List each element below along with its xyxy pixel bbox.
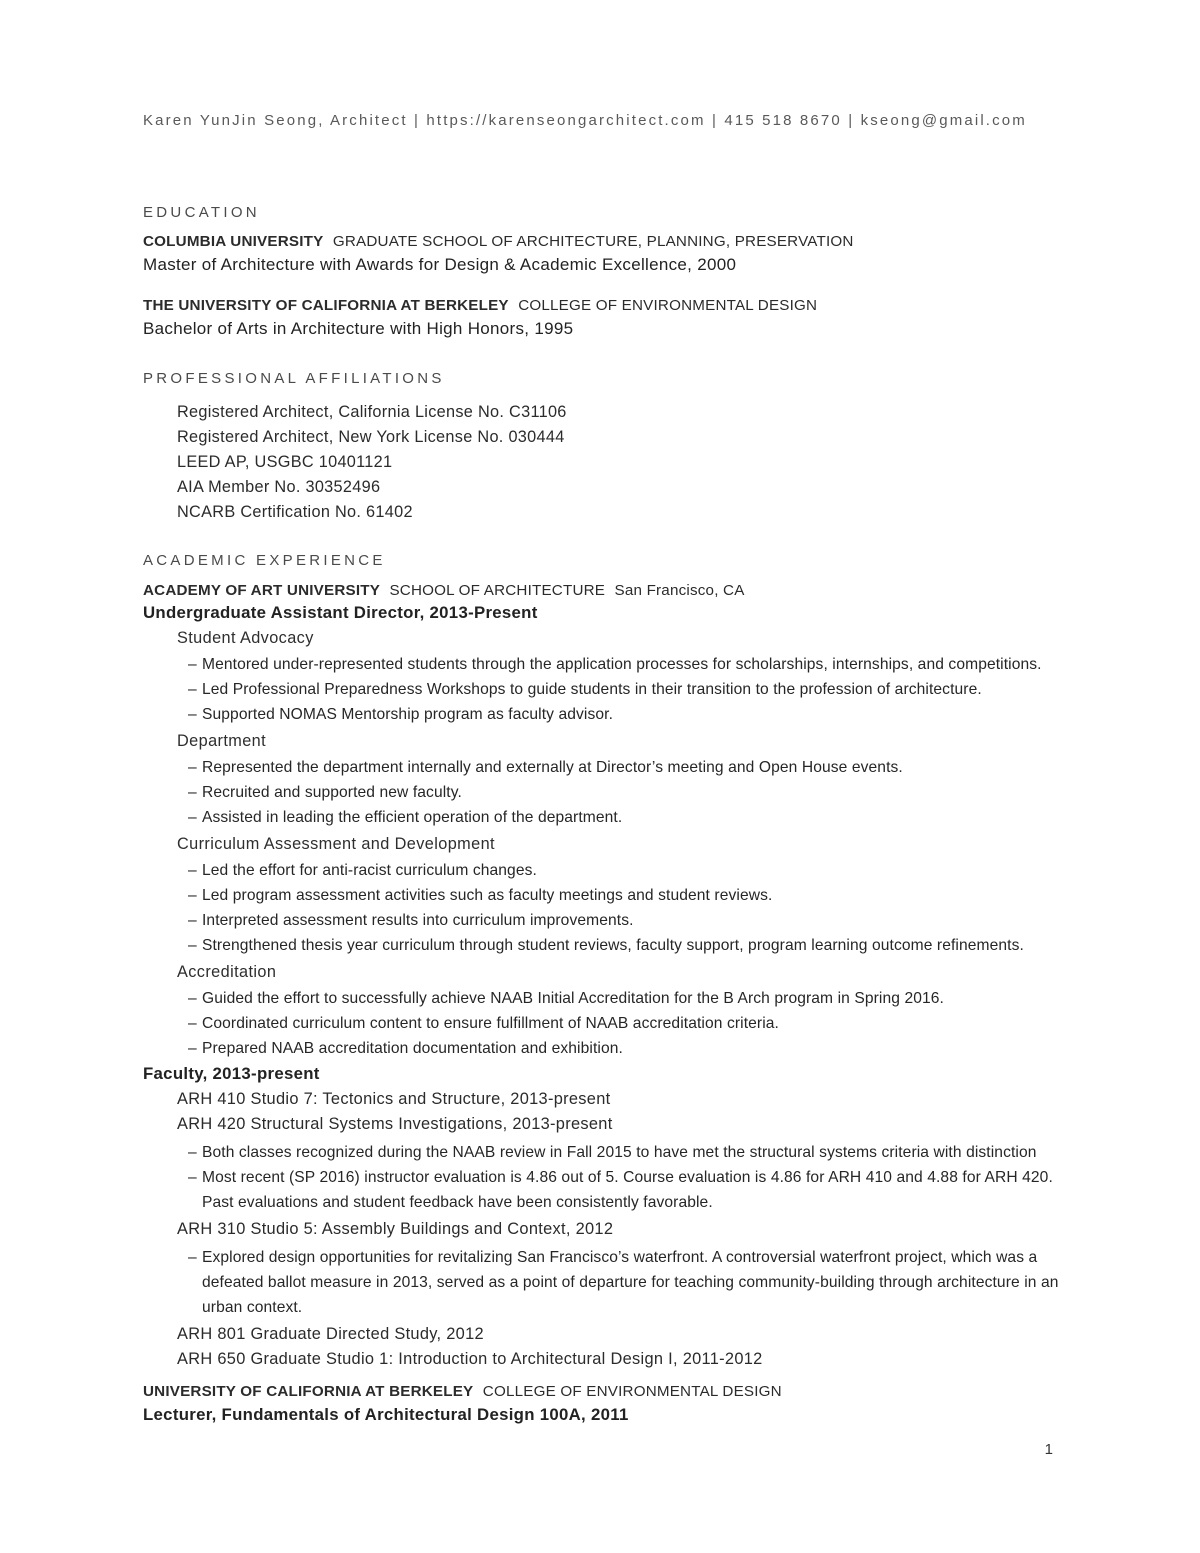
org-line: [143, 1382, 1059, 1402]
bullet-item: [143, 883, 1059, 908]
bullet-item: [143, 702, 1059, 727]
bullet-item: [143, 755, 1059, 780]
bullet-dash-icon: –: [188, 862, 197, 879]
bullet-text: Strengthened thesis year curriculum through student reviews, faculty support, program learning outcome refinements.: [202, 937, 1024, 954]
org-line: [143, 581, 1059, 601]
bullet-text: Prepared NAAB accreditation documentation and exhibition.: [202, 1040, 623, 1057]
bullet-list: [143, 986, 1059, 1061]
contact-line: Karen YunJin Seong, Architect | https://karenseongarchitect.com | 415 518 8670 | kseong@gmail.com: [143, 112, 1027, 129]
bullet-dash-icon: –: [188, 990, 197, 1007]
duty-group: [143, 962, 1059, 1061]
bullet-text: Both classes recognized during the NAAB review in Fall 2015 to have met the structural systems criteria with distinction: [202, 1144, 1037, 1161]
course-title: ARH 420 Structural Systems Investigations, 2013-present: [177, 1115, 613, 1133]
bullet-dash-icon: –: [188, 1015, 197, 1032]
bullet-list: [143, 755, 1059, 830]
school-unit: GRADUATE SCHOOL OF ARCHITECTURE, PLANNING, PRESERVATION: [332, 233, 854, 250]
bullet-text: Led Professional Preparedness Workshops to guide students in their transition to the profession of architecture.: [202, 681, 982, 698]
bullet-text: Interpreted assessment results into curriculum improvements.: [202, 912, 634, 929]
duty-group: [143, 731, 1059, 830]
bullet-item: [143, 805, 1059, 830]
affiliation-item: NCARB Certification No. 61402: [177, 503, 413, 521]
bullet-text: Coordinated curriculum content to ensure fulfillment of NAAB accreditation criteria.: [202, 1015, 779, 1032]
bullet-item: [143, 1036, 1059, 1061]
bullet-text: Guided the effort to successfully achieve NAAB Initial Accreditation for the B Arch program in Spring 2016.: [202, 990, 944, 1007]
bullet-text: Assisted in leading the efficient operation of the department.: [202, 809, 623, 826]
page-number: 1: [1044, 1441, 1053, 1458]
bullet-dash-icon: –: [188, 656, 197, 673]
bullet-item: [143, 652, 1059, 677]
group-title: Accreditation: [177, 963, 277, 981]
bullet-item: [143, 1245, 1059, 1320]
bullet-text: Led program assessment activities such as faculty meetings and student reviews.: [202, 887, 773, 904]
affiliation-item: AIA Member No. 30352496: [177, 478, 381, 496]
org-name: ACADEMY OF ART UNIVERSITY: [143, 582, 381, 599]
bullet-text: Represented the department internally and externally at Director’s meeting and Open House events.: [202, 759, 903, 776]
bullet-dash-icon: –: [188, 706, 197, 723]
bullet-item: [143, 677, 1059, 702]
group-title: Department: [177, 732, 267, 750]
affiliation-list: [177, 400, 1059, 525]
bullet-list: [143, 1140, 1059, 1215]
bullet-dash-icon: –: [188, 1169, 197, 1186]
bullet-dash-icon: –: [188, 681, 197, 698]
affiliation-item: LEED AP, USGBC 10401121: [177, 453, 393, 471]
degree-line: Bachelor of Arts in Architecture with High Honors, 1995: [143, 319, 574, 338]
bullet-dash-icon: –: [188, 809, 197, 826]
school-name: THE UNIVERSITY OF CALIFORNIA AT BERKELEY: [143, 297, 509, 314]
org-unit: SCHOOL OF ARCHITECTURE: [389, 582, 606, 599]
bullet-item: [143, 780, 1059, 805]
course-title: ARH 801 Graduate Directed Study, 2012: [177, 1325, 484, 1343]
duty-group: [143, 628, 1059, 727]
bullet-item: [143, 1011, 1059, 1036]
bullet-text: Explored design opportunities for revitalizing San Francisco’s waterfront. A controversial waterfront project, which was a defeated ballot measure in 2013, served as a point of departure for teaching community-building through architecture in an urban context.: [202, 1249, 1059, 1316]
section-heading-academic: ACADEMIC EXPERIENCE: [143, 552, 386, 569]
affiliation-item: Registered Architect, California License No. C31106: [177, 403, 567, 421]
org-location: San Francisco, CA: [614, 582, 745, 599]
org-unit: COLLEGE OF ENVIRONMENTAL DESIGN: [482, 1383, 782, 1400]
school-unit: COLLEGE OF ENVIRONMENTAL DESIGN: [518, 297, 818, 314]
bullet-dash-icon: –: [188, 1144, 197, 1161]
bullet-list: [143, 1245, 1059, 1320]
course-title: ARH 310 Studio 5: Assembly Buildings and Context, 2012: [177, 1220, 614, 1238]
school-line: [143, 232, 1059, 252]
bullet-list: [143, 652, 1059, 727]
section-heading-education: EDUCATION: [143, 204, 260, 221]
school-line: [143, 296, 1059, 316]
bullet-item: [143, 1140, 1059, 1165]
bullet-dash-icon: –: [188, 912, 197, 929]
duty-group: [143, 834, 1059, 958]
bullet-dash-icon: –: [188, 1249, 197, 1266]
course-title: ARH 650 Graduate Studio 1: Introduction to Architectural Design I, 2011-2012: [177, 1350, 763, 1368]
role-title: Faculty, 2013-present: [143, 1064, 320, 1083]
bullet-text: Led the effort for anti-racist curriculum changes.: [202, 862, 537, 879]
bullet-item: [143, 933, 1059, 958]
role-title: Undergraduate Assistant Director, 2013-Present: [143, 603, 538, 622]
bullet-list: [143, 858, 1059, 958]
group-title: Student Advocacy: [177, 629, 314, 647]
section-heading-affiliations: PROFESSIONAL AFFILIATIONS: [143, 370, 445, 387]
school-name: COLUMBIA UNIVERSITY: [143, 233, 324, 250]
bullet-item: [143, 986, 1059, 1011]
org-name: UNIVERSITY OF CALIFORNIA AT BERKELEY: [143, 1383, 474, 1400]
course-title: ARH 410 Studio 7: Tectonics and Structure, 2013-present: [177, 1090, 611, 1108]
role-title: Lecturer, Fundamentals of Architectural Design 100A, 2011: [143, 1405, 629, 1424]
bullet-dash-icon: –: [188, 759, 197, 776]
bullet-item: [143, 1165, 1059, 1215]
group-title: Curriculum Assessment and Development: [177, 835, 495, 853]
bullet-item: [143, 908, 1059, 933]
bullet-dash-icon: –: [188, 937, 197, 954]
bullet-item: [143, 858, 1059, 883]
bullet-text: Recruited and supported new faculty.: [202, 784, 462, 801]
bullet-text: Most recent (SP 2016) instructor evaluation is 4.86 out of 5. Course evaluation is 4.86 for ARH 410 and 4.88 for ARH 420. Past evaluations and student feedback have been consistently favorable.: [202, 1169, 1053, 1211]
resume-content: [143, 0, 1059, 1426]
affiliation-item: Registered Architect, New York License No. 030444: [177, 428, 565, 446]
bullet-text: Mentored under-represented students through the application processes for scholarships, internships, and competitions.: [202, 656, 1042, 673]
degree-line: Master of Architecture with Awards for Design & Academic Excellence, 2000: [143, 255, 737, 274]
bullet-text: Supported NOMAS Mentorship program as faculty advisor.: [202, 706, 614, 723]
bullet-dash-icon: –: [188, 784, 197, 801]
bullet-dash-icon: –: [188, 1040, 197, 1057]
bullet-dash-icon: –: [188, 887, 197, 904]
